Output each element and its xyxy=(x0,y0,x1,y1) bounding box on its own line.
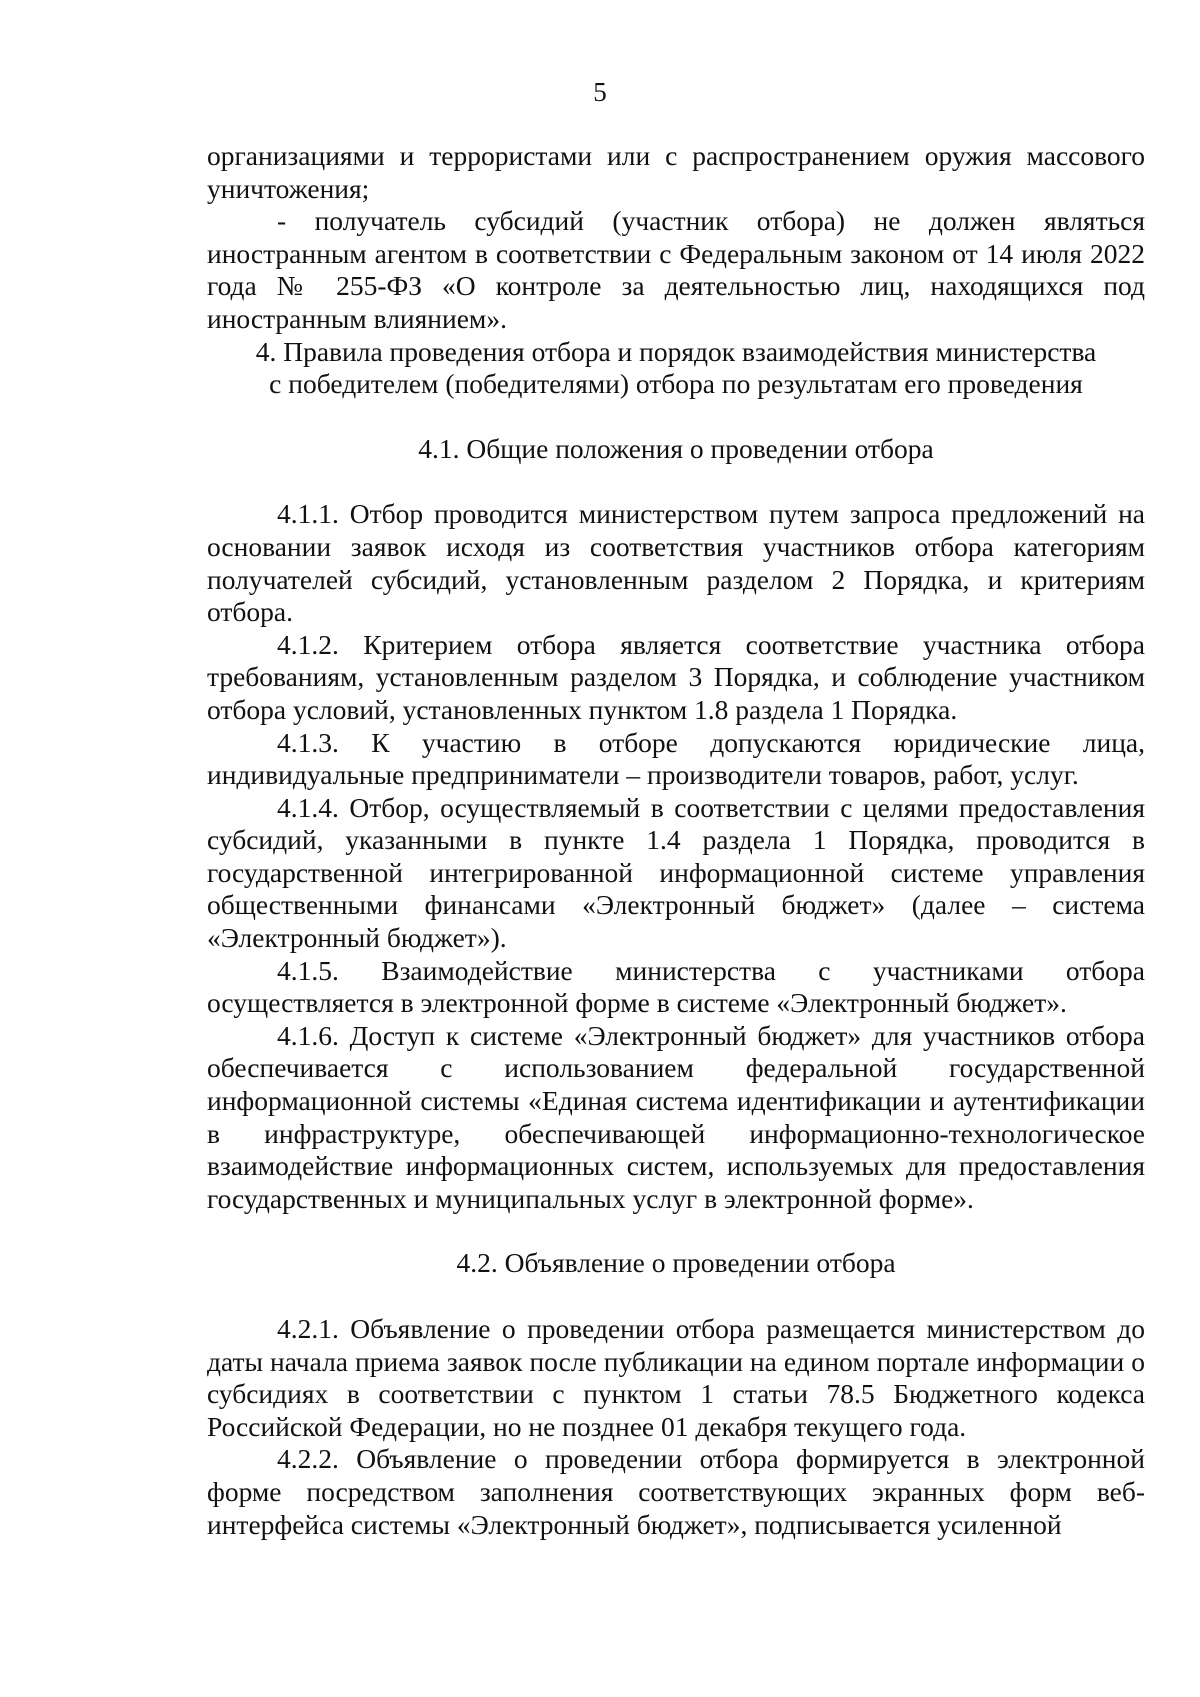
section-4-title-line-1: 4. Правила проведения отбора и порядок взаимодействия министерства xyxy=(255,335,1097,367)
page-number: 5 xyxy=(593,77,607,107)
paragraph-4-1-6: 4.1.6. Доступ к системе «Электронный бюджет» для участников отбора обеспечивается с использованием федеральной государственной информационной системы «Единая система идентификации и аутентификации в инфраструктуре, обеспечивающей информационно-технологическое взаимодействие информационных систем, используемых для предоставления государственных и муниципальных услуг в электронной форме». xyxy=(207,1019,1145,1214)
section-4-1-title: 4.1. Общие положения о проведении отбора xyxy=(418,432,934,464)
paragraph-continuation: организациями и террористами или с распространением оружия массового уничтожения; xyxy=(207,140,1145,204)
paragraph-4-1-1: 4.1.1. Отбор проводится министерством путем запроса предложений на основании заявок исходя из соответствия участников отбора категориям получателей субсидий, установленным разделом 2 Порядка, и критериям отбора. xyxy=(207,498,1145,628)
paragraph-4-1-5: 4.1.5. Взаимодействие министерства с участниками отбора осуществляется в электронной форме в системе «Электронный бюджет». xyxy=(207,954,1145,1019)
paragraph-4-1-4: 4.1.4. Отбор, осуществляемый в соответствии с целями предоставления субсидий, указанными в пункте 1.4 раздела 1 Порядка, проводится в государственной интегрированной информационной системе управления общественными финансами «Электронный бюджет» (далее – система «Электронный бюджет»). xyxy=(207,791,1145,954)
paragraph-4-2-1: 4.2.1. Объявление о проведении отбора размещается министерством до даты начала приема заявок после публикации на едином портале информации о субсидиях в соответствии с пунктом 1 статьи 78.5 Бюджетного кодекса Российской Федерации, но не позднее 01 декабря текущего года. xyxy=(207,1313,1145,1442)
paragraph-4-1-2: 4.1.2. Критерием отбора является соответствие участника отбора требованиям, установленным разделом 3 Порядка, и соблюдение участником отбора условий, установленных пунктом 1.8 раздела 1 Порядка. xyxy=(207,628,1145,725)
section-4-2-title: 4.2. Объявление о проведении отбора xyxy=(456,1247,896,1279)
document-body xyxy=(207,140,1145,1541)
section-4-title-line-2: с победителем (победителями) отбора по результатам его проведения xyxy=(269,368,1083,400)
paragraph-4-2-2: 4.2.2. Объявление о проведении отбора формируется в электронной форме посредством заполнения соответствующих экранных форм веб-интерфейса системы «Электронный бюджет», подписывается усиленной xyxy=(207,1443,1145,1540)
paragraph-foreign-agent: - получатель субсидий (участник отбора) не должен являться иностранным агентом в соответствии с Федеральным законом от 14 июля 2022 года № 255-ФЗ «О контроле за деятельностью лиц, находящихся под иностранным влиянием». xyxy=(207,205,1145,334)
paragraph-4-1-3: 4.1.3. К участию в отборе допускаются юридические лица, индивидуальные предприниматели – производители товаров, работ, услуг. xyxy=(207,726,1145,791)
